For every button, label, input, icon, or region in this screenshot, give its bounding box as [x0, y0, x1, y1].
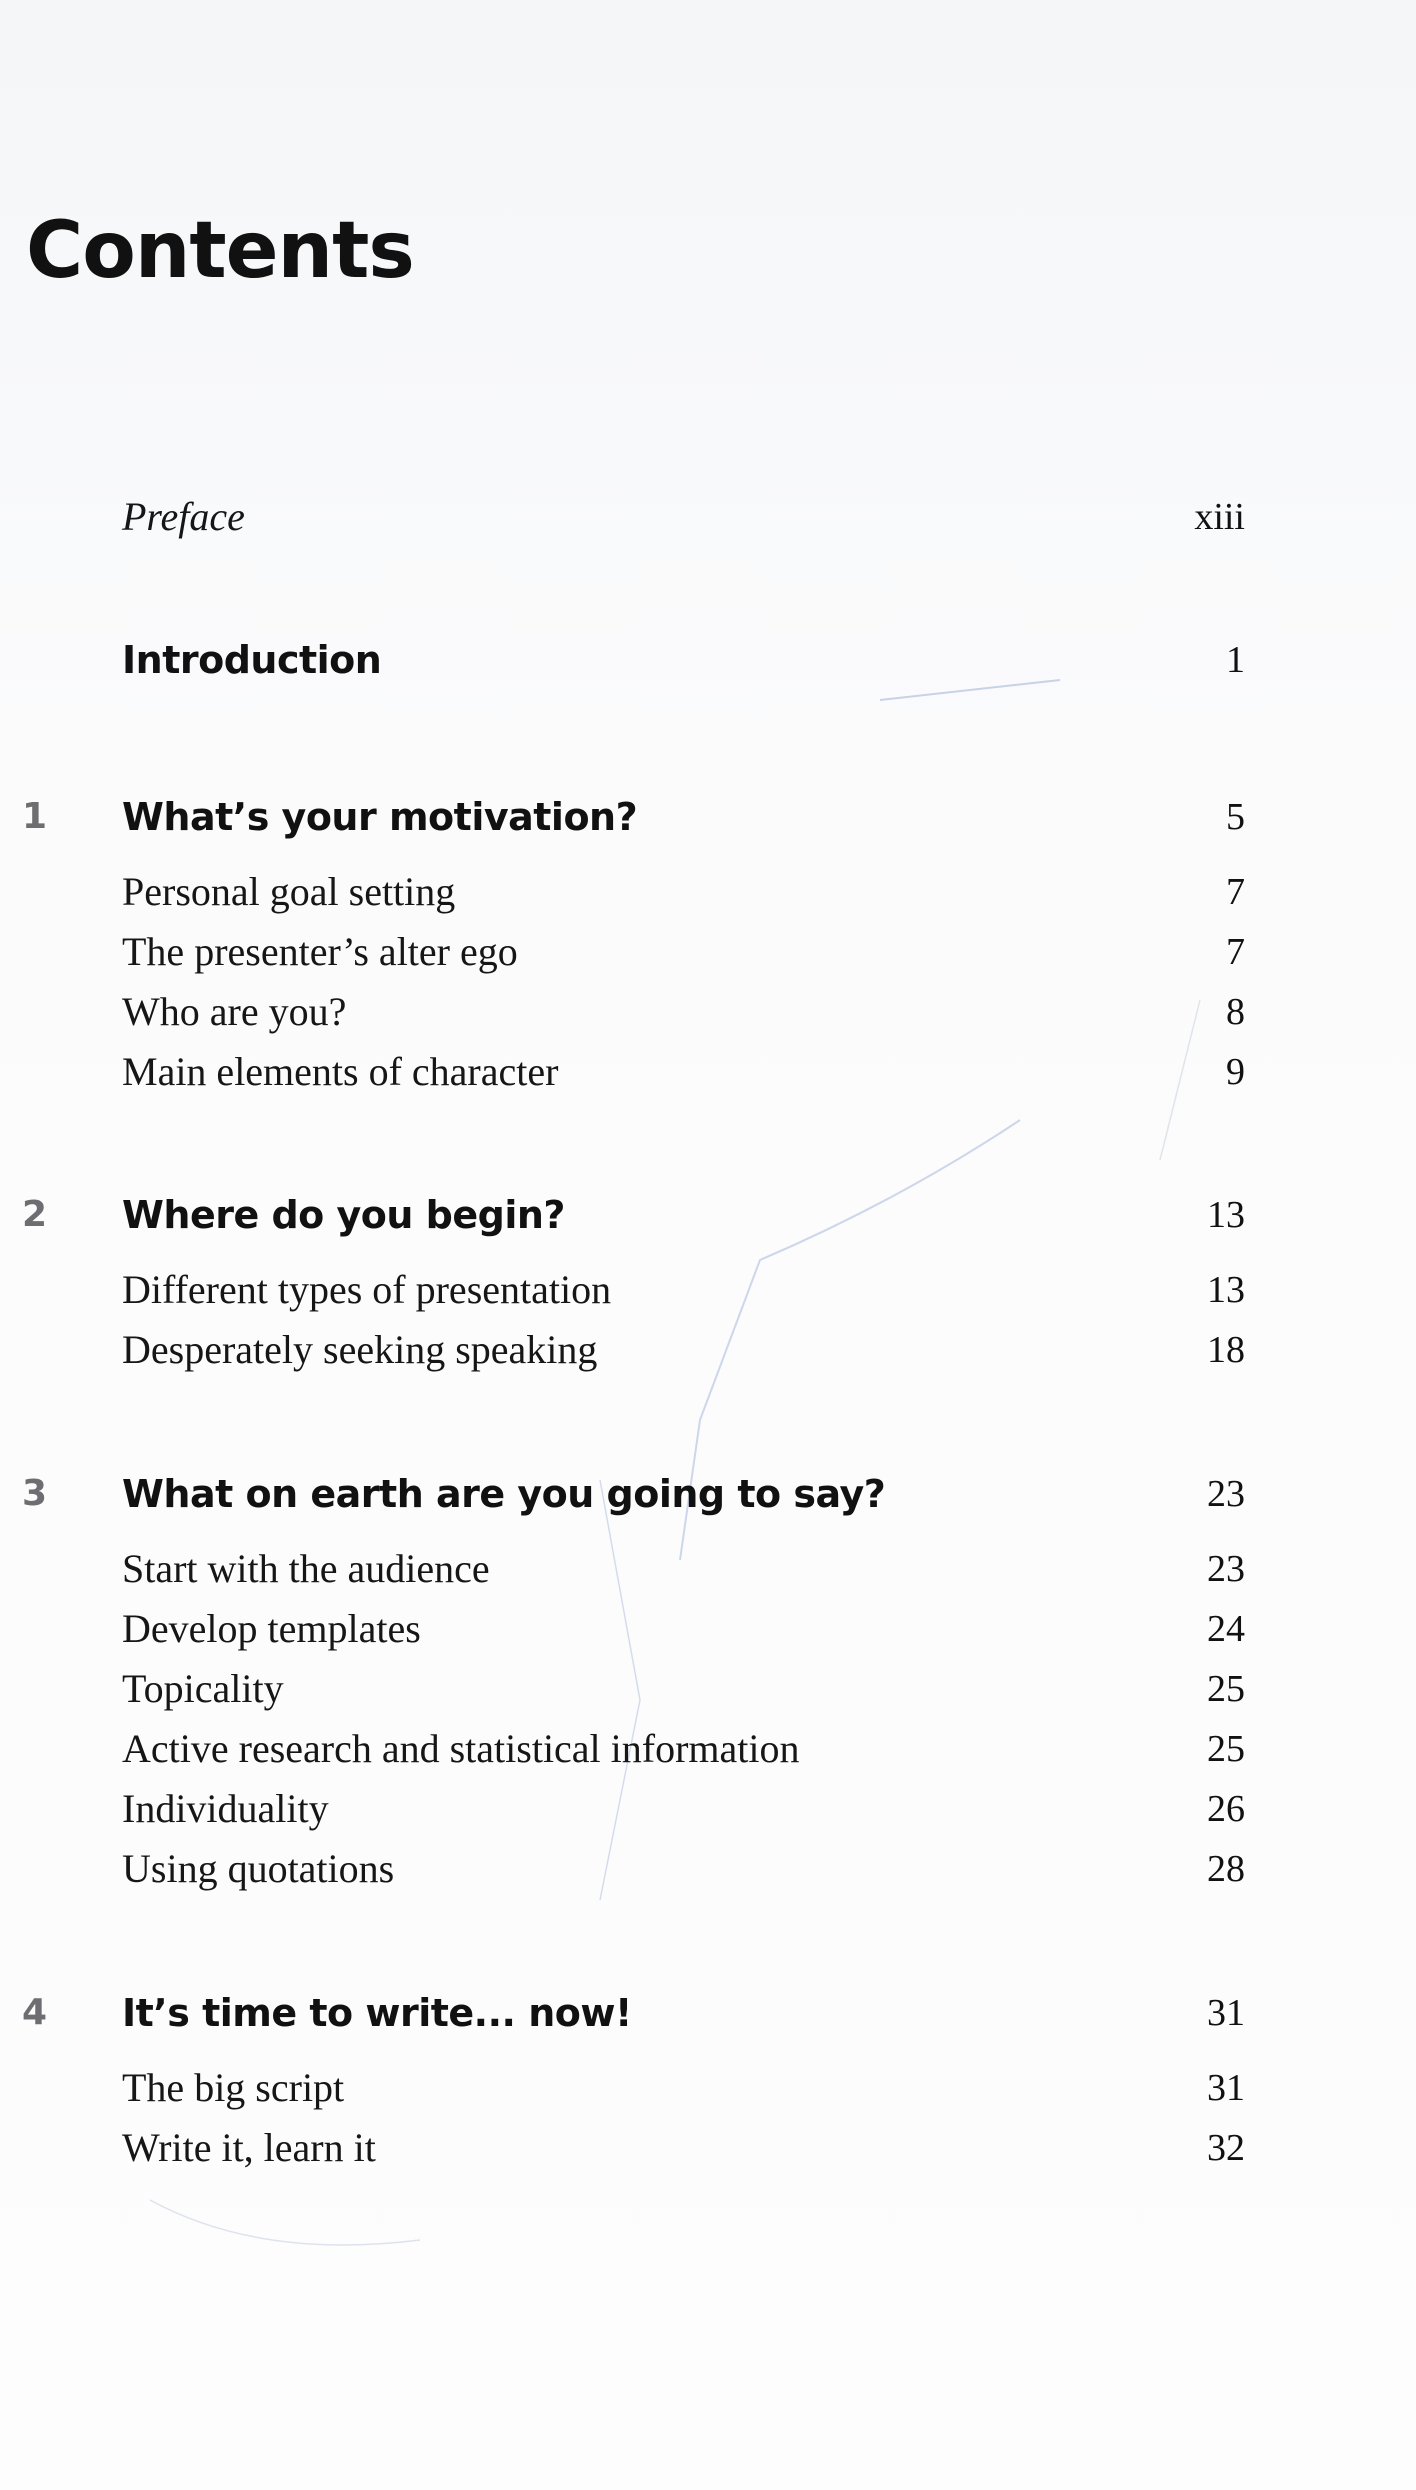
toc-section: [0, 1260, 1416, 1320]
section-title: Using quotations: [122, 1846, 395, 1891]
toc-entry-title: Introduction: [122, 638, 382, 682]
toc-section: [0, 1042, 1416, 1102]
toc-entry-preface: [0, 487, 1416, 547]
section-title: The big script: [122, 2065, 345, 2110]
section-page: 8: [1226, 991, 1245, 1033]
chapter-number: 3: [22, 1473, 48, 1514]
chapter-title: Where do you begin?: [122, 1193, 565, 1237]
chapter-number: 2: [22, 1194, 48, 1235]
toc-section: [0, 1719, 1416, 1779]
toc-section: [0, 1320, 1416, 1380]
toc-section: [0, 1659, 1416, 1719]
toc-chapter-2: [0, 1185, 1416, 1245]
section-page: 18: [1207, 1329, 1245, 1371]
toc-section: [0, 1779, 1416, 1839]
section-title: Active research and statistical information: [122, 1726, 800, 1771]
toc-entry-page: 1: [1226, 639, 1245, 681]
toc-section: [0, 982, 1416, 1042]
section-page: 28: [1207, 1848, 1245, 1890]
section-title: Start with the audience: [122, 1546, 490, 1591]
toc-entry-title: Preface: [122, 494, 245, 539]
toc-section: [0, 2118, 1416, 2178]
section-title: The presenter’s alter ego: [122, 929, 518, 974]
section-title: Individuality: [122, 1786, 329, 1831]
toc-chapter-3: [0, 1464, 1416, 1524]
section-page: 9: [1226, 1051, 1245, 1093]
toc-section: [0, 862, 1416, 922]
toc-section: [0, 1599, 1416, 1659]
section-page: 32: [1207, 2127, 1245, 2169]
toc-section: [0, 922, 1416, 982]
section-page: 7: [1226, 931, 1245, 973]
section-title: Topicality: [122, 1666, 284, 1711]
section-page: 23: [1207, 1548, 1245, 1590]
section-page: 25: [1207, 1728, 1245, 1770]
section-page: 25: [1207, 1668, 1245, 1710]
section-title: Desperately seeking speaking: [122, 1327, 598, 1372]
toc-chapter-1: [0, 787, 1416, 847]
section-page: 7: [1226, 871, 1245, 913]
chapter-number: 1: [22, 796, 48, 837]
section-title: Develop templates: [122, 1606, 421, 1651]
chapter-title: What on earth are you going to say?: [122, 1472, 886, 1516]
section-title: Write it, learn it: [122, 2125, 376, 2170]
section-title: Main elements of character: [122, 1049, 559, 1094]
chapter-title: It’s time to write... now!: [122, 1991, 632, 2035]
chapter-title: What’s your motivation?: [122, 795, 638, 839]
toc-entry-page: xiii: [1194, 496, 1245, 538]
chapter-page: 23: [1207, 1473, 1245, 1515]
section-page: 13: [1207, 1269, 1245, 1311]
section-page: 31: [1207, 2067, 1245, 2109]
page-heading: Contents: [26, 206, 414, 296]
toc-section: [0, 1839, 1416, 1899]
section-page: 24: [1207, 1608, 1245, 1650]
section-title: Different types of presentation: [122, 1267, 612, 1312]
section-title: Who are you?: [122, 989, 347, 1034]
chapter-page: 31: [1207, 1992, 1245, 2034]
toc-entry-introduction: [0, 630, 1416, 690]
section-title: Personal goal setting: [122, 869, 456, 914]
section-page: 26: [1207, 1788, 1245, 1830]
chapter-page: 5: [1226, 796, 1245, 838]
toc-chapter-4: [0, 1983, 1416, 2043]
chapter-number: 4: [22, 1992, 48, 2033]
toc-section: [0, 2058, 1416, 2118]
toc-section: [0, 1539, 1416, 1599]
chapter-page: 13: [1207, 1194, 1245, 1236]
